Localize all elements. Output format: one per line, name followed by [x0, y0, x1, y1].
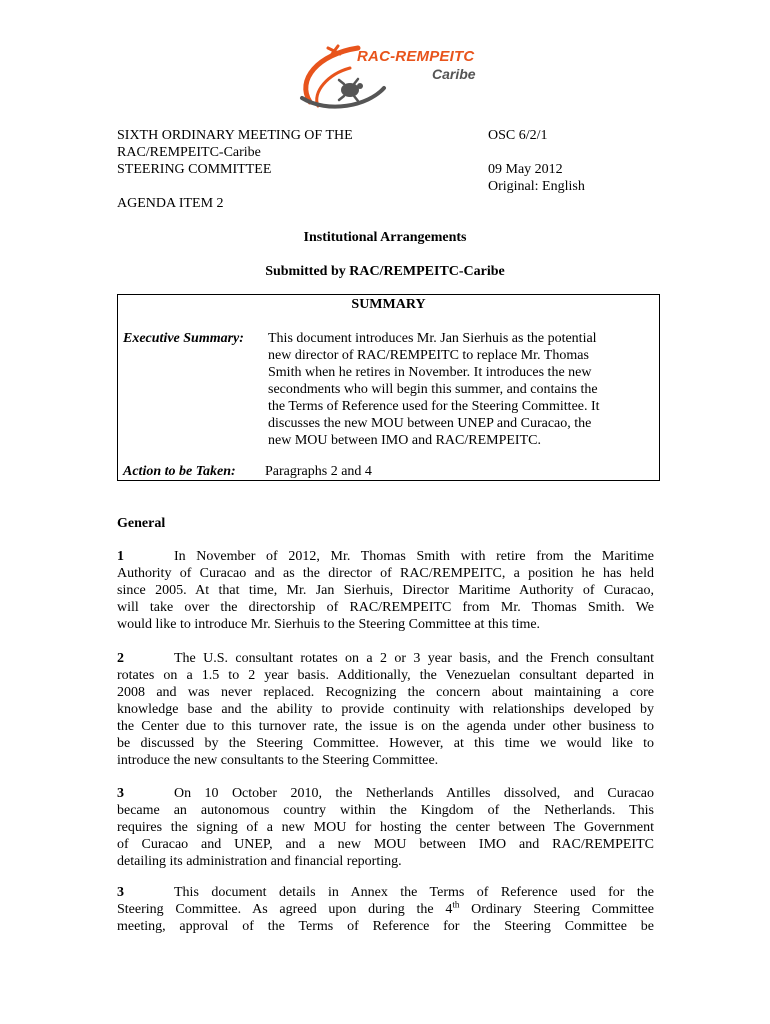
logo-subtitle: Caribe [432, 66, 476, 82]
executive-summary-line: secondments who will begin this summer, and contains the [268, 382, 598, 397]
paragraph-line: of Curacao and UNEP, and a new MOU between IMO and RAC/REMPEITC [117, 837, 654, 852]
paragraph-line: The U.S. consultant rotates on a 2 or 3 year basis, and the French consultant [174, 651, 654, 666]
paragraph-1 [117, 548, 654, 633]
meeting-title-line-2: RAC/REMPEITC-Caribe [117, 145, 261, 160]
paragraph-line: would like to introduce Mr. Sierhuis to the Steering Committee at this time. [117, 617, 541, 632]
executive-summary-line: the Terms of Reference used for the Steering Committee. It [268, 399, 600, 414]
paragraph-number: 3 [117, 885, 124, 900]
meeting-title-line-3: STEERING COMMITTEE [117, 162, 272, 177]
paragraph-3 [117, 785, 654, 870]
paragraph-line-tail: Ordinary Steering Committee [459, 902, 654, 917]
document-date: 09 May 2012 [488, 162, 563, 177]
paragraph-4 [117, 884, 654, 935]
paragraph-line: will take over the directorship of RAC/REMPEITC from Mr. Thomas Smith. We [117, 600, 654, 615]
paragraph-line: meeting, approval of the Terms of Reference for the Steering Committee be [117, 919, 654, 934]
paragraph-line: introduce the new consultants to the Steering Committee. [117, 753, 439, 768]
executive-summary-label: Executive Summary: [123, 331, 244, 346]
executive-summary-line: discusses the new MOU between UNEP and Curacao, the [268, 416, 592, 431]
paragraph-line: rotates on a 1.5 to 2 year basis. Additionally, the Venezuelan consultant departed in [117, 668, 654, 683]
paragraph-line: 2008 and was never replaced. Recognizing the concern about maintaining a core [117, 685, 654, 700]
meeting-title-line-1: SIXTH ORDINARY MEETING OF THE [117, 128, 353, 143]
logo-title: RAC-REMPEITC [357, 48, 475, 65]
document-reference: OSC 6/2/1 [488, 128, 548, 143]
paragraph-line: became an autonomous country within the Kingdom of the Netherlands. This [117, 803, 654, 818]
executive-summary-line: new MOU between IMO and RAC/REMPEITC. [268, 433, 541, 448]
agenda-item: AGENDA ITEM 2 [117, 196, 224, 211]
executive-summary-line: new director of RAC/REMPEITC to replace Mr. Thomas [268, 348, 589, 363]
executive-summary-line: This document introduces Mr. Jan Sierhuis as the potential [268, 331, 597, 346]
executive-summary-line: Smith when he retires in November. It introduces the new [268, 365, 592, 380]
original-language: Original: English [488, 179, 585, 194]
paragraph-line: In November of 2012, Mr. Thomas Smith with retire from the Maritime [174, 549, 654, 564]
submitted-by: Submitted by RAC/REMPEITC-Caribe [265, 264, 505, 279]
section-heading-general: General [117, 516, 166, 531]
document-title: Institutional Arrangements [303, 230, 467, 245]
paragraph-line: This document details in Annex the Terms of Reference used for the [174, 885, 654, 900]
action-to-be-taken-text: Paragraphs 2 and 4 [265, 464, 372, 479]
paragraph-line: knowledge base and the ability to provide continuity with relationships developed by [117, 702, 654, 717]
paragraph-line: Authority of Curacao and as the director of RAC/REMPEITC, a position he has held [117, 566, 654, 581]
paragraph-number: 3 [117, 786, 124, 801]
paragraph-line: since 2005. At that time, Mr. Jan Sierhuis, Director Maritime Authority of Curacao, [117, 583, 654, 598]
paragraph-number: 2 [117, 651, 124, 666]
superscript-ordinal: th [452, 899, 460, 910]
paragraph-line: the Center due to this turnover rate, the issue is on the agenda under other business to [117, 719, 654, 734]
executive-summary-text [268, 330, 640, 449]
paragraph-line: be discussed by the Steering Committee. However, at this time we would like to [117, 736, 654, 751]
paragraph-line: detailing its administration and financial reporting. [117, 854, 402, 869]
action-to-be-taken-label: Action to be Taken: [123, 464, 236, 479]
paragraph-line: Steering Committee. As agreed upon during the 4 [117, 902, 453, 917]
paragraph-line: requires the signing of a new MOU for hosting the center between The Government [117, 820, 654, 835]
paragraph-number: 1 [117, 549, 124, 564]
paragraph-line: On 10 October 2010, the Netherlands Antilles dissolved, and Curacao [174, 786, 654, 801]
paragraph-2 [117, 650, 654, 769]
summary-heading: SUMMARY [351, 297, 426, 312]
